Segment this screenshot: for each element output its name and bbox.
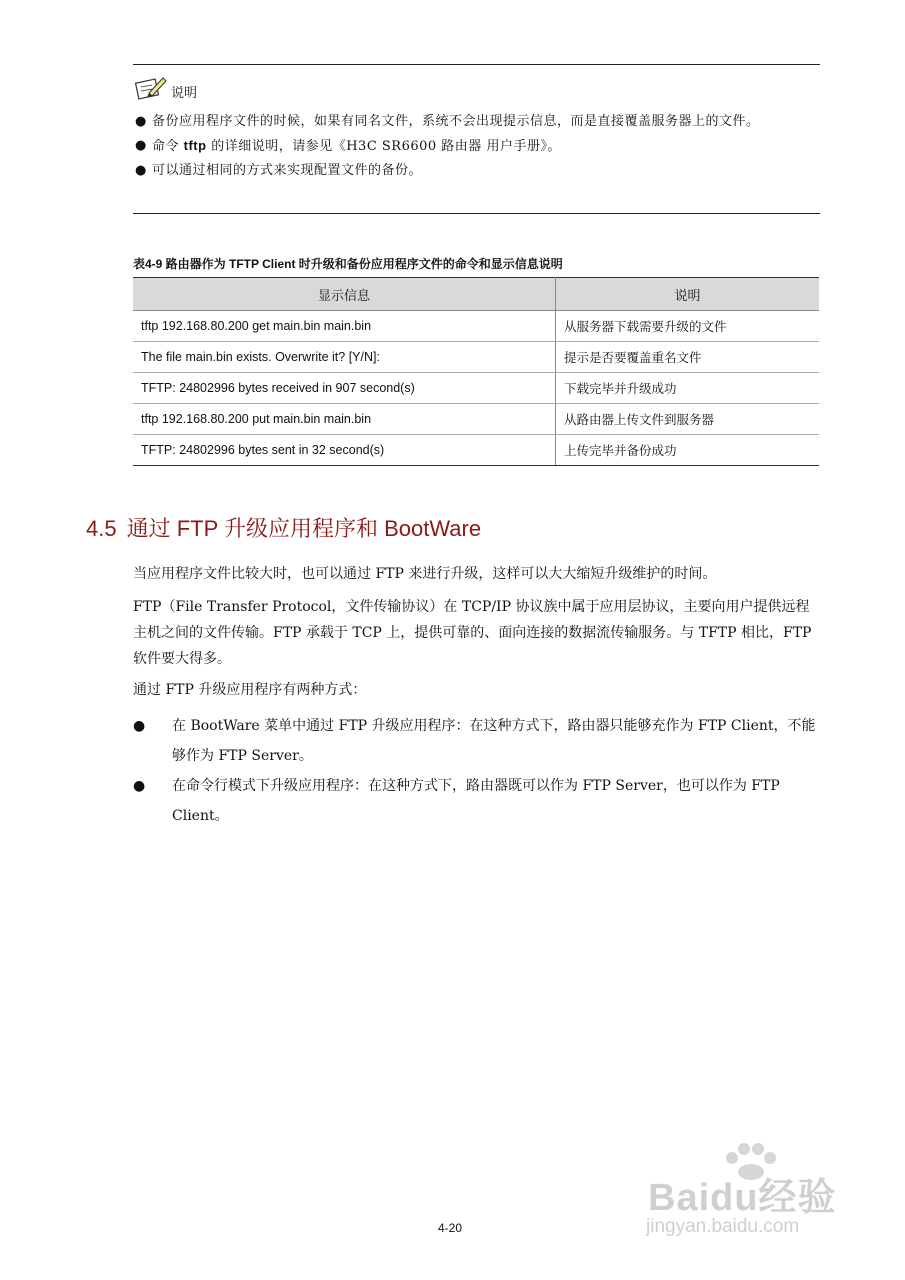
- table-caption: 表4-9 路由器作为 TFTP Client 时升级和备份应用程序文件的命令和显示信息说明: [133, 257, 563, 271]
- table-cell: The file main.bin exists. Overwrite it? [Y/N]:: [133, 342, 556, 373]
- section-number: 4.5: [86, 516, 117, 541]
- table-cell: tftp 192.168.80.200 get main.bin main.bin: [133, 311, 556, 342]
- list-item: ● 在命令行模式下升级应用程序：在这种方式下，路由器既可以作为 FTP Server，也可以作为 FTP Client。: [133, 778, 780, 824]
- table-row: [133, 404, 819, 435]
- note-item: ● 命令 tftp 的详细说明，请参见《H3C SR6600 路由器 用户手册》。: [135, 138, 561, 154]
- command-keyword: tftp: [183, 138, 207, 153]
- table-cell: 下载完毕并升级成功: [556, 373, 820, 404]
- column-header: 说明: [556, 278, 820, 311]
- paragraph: 通过 FTP 升级应用程序有两种方式：: [133, 682, 367, 698]
- table-row: [133, 311, 819, 342]
- watermark-brand: Baidu经验: [648, 1177, 837, 1219]
- section-title: 通过 FTP 升级应用程序和 BootWare: [126, 516, 482, 541]
- table-cell: 从路由器上传文件到服务器: [556, 404, 820, 435]
- note-item: ● 备份应用程序文件的时候，如果有同名文件，系统不会出现提示信息，而是直接覆盖服务器上的文件。: [135, 114, 760, 129]
- paragraph: FTP（File Transfer Protocol，文件传输协议）在 TCP/IP 协议族中属于应用层协议，主要向用户提供远程主机之间的文件传输。FTP 承载于 TCP 上，提供可靠的、面向连接的数据流传输服务。与 TFTP 相比，FTP 软件要大得多。: [133, 599, 812, 667]
- watermark: [640, 1140, 855, 1260]
- table-cell: tftp 192.168.80.200 put main.bin main.bin: [133, 404, 556, 435]
- info-table: [133, 277, 819, 466]
- table-row: [133, 435, 819, 466]
- note-header: [135, 75, 197, 101]
- table-row: [133, 342, 819, 373]
- table-cell: 提示是否要覆盖重名文件: [556, 342, 820, 373]
- table-cell: TFTP: 24802996 bytes received in 907 second(s): [133, 373, 556, 404]
- note-pencil-icon: [135, 75, 167, 101]
- table-row: [133, 373, 819, 404]
- table-cell: 从服务器下载需要升级的文件: [556, 311, 820, 342]
- note-list: [133, 110, 820, 183]
- page-number: 4-20: [438, 1221, 463, 1235]
- section-heading: [86, 512, 481, 543]
- list-item: ● 在 BootWare 菜单中通过 FTP 升级应用程序：在这种方式下，路由器只能够充作为 FTP Client，不能够作为 FTP Server。: [133, 718, 816, 764]
- table-cell: TFTP: 24802996 bytes sent in 32 second(s): [133, 435, 556, 466]
- column-header: 显示信息: [133, 278, 556, 311]
- paragraph: 当应用程序文件比较大时，也可以通过 FTP 来进行升级，这样可以大大缩短升级维护的时间。: [133, 566, 717, 582]
- note-title: 说明: [171, 85, 198, 101]
- table-header-row: [133, 278, 819, 311]
- table-cell: 上传完毕并备份成功: [556, 435, 820, 466]
- note-box: [133, 64, 820, 214]
- note-item: ● 可以通过相同的方式来实现配置文件的备份。: [135, 163, 423, 178]
- watermark-url: jingyan.baidu.com: [646, 1216, 800, 1237]
- method-list: [133, 711, 819, 831]
